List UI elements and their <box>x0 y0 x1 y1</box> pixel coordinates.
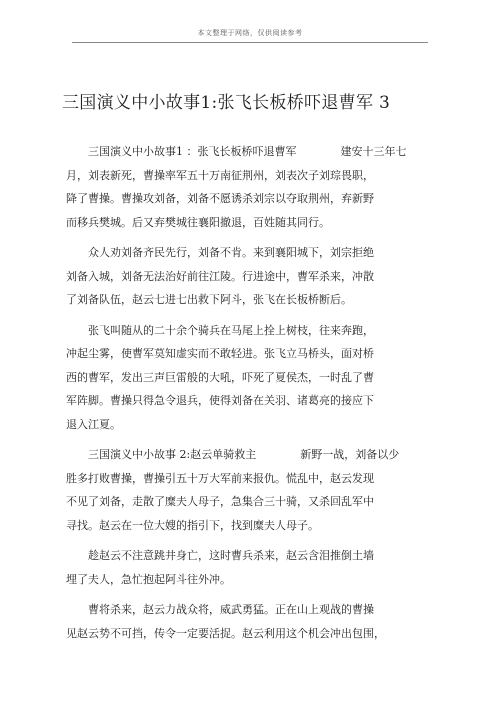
paragraph <box>66 241 446 312</box>
paragraph <box>66 598 446 645</box>
text-line: 不见了刘备，走散了糜夫人母子，急集合三十骑，又杀回乱军中 <box>66 495 374 508</box>
document-title: 三国演义中小故事1:张飞长板桥吓退曹军 3 <box>62 93 391 113</box>
text-line: 埋了夫人，急忙抱起阿斗往外冲。 <box>66 572 231 586</box>
text-line: 而移兵樊城。后又弃樊城往襄阳撤退，百姓随其同行。 <box>66 215 330 229</box>
text-line: 见赵云势不可挡，传令一定要活捉。赵云利用这个机会冲出包围， <box>66 626 385 640</box>
text-line: 刘备入城，刘备无法治好前往江陵。行进途中，曹军杀来，冲散 <box>66 269 374 283</box>
text-line: 众人劝刘备齐民先行，刘备不肯。来到襄阳城下，刘宗拒绝 <box>88 246 374 259</box>
text-line: 西的曹军，发出三声巨雷般的大吼，吓死了夏侯杰，一时乱了曹 <box>66 370 374 384</box>
paragraph <box>66 319 446 437</box>
text-line: 冲起尘雾，使曹军莫知虚实而不敢轻进。张飞立马桥头，面对桥 <box>66 347 374 360</box>
paragraph <box>66 544 446 591</box>
text-line: 了刘备队伍，赵云七进七出救下阿斗，张飞在长板桥断后。 <box>66 293 352 306</box>
text-line: 张飞叫随从的二十余个骑兵在马尾上拴上树枝，往来奔跑， <box>88 323 374 337</box>
text-line: 军阵脚。曹操只得急令退兵，使得刘备在关羽、诸葛亮的接应下 <box>66 394 374 407</box>
text-line: 月，刘表新死，曹操率军五十万南征荆州，刘表次子刘琮畏职， <box>66 168 374 182</box>
paragraph <box>66 443 446 537</box>
text-line: 退入江夏。 <box>66 417 121 431</box>
text-line: 降了曹操。曹操攻刘备，刘备不愿诱杀刘宗以夺取荆州，弃新野 <box>66 192 374 205</box>
text-line: 曹将杀来，赵云力战众将，威武勇猛。正在山上观战的曹操 <box>88 603 374 616</box>
text-line: 三国演义中小故事 2:赵云单骑救主 新野一战，刘备以少 <box>88 448 400 461</box>
document-body <box>66 140 446 652</box>
page-header: 本文整理于网络，仅供阅读参考 <box>72 28 428 43</box>
text-line: 胜多打败曹操，曹操引五十万大军前来报仇。慌乱中，赵云发现 <box>66 471 374 485</box>
text-line: 寻找。赵云在一位大嫂的指引下，找到糜夫人母子。 <box>66 518 319 532</box>
text-line: 趁赵云不注意跳井身亡，这时曹兵杀来，赵云含泪推倒土墙 <box>88 549 374 562</box>
paragraph <box>66 140 446 234</box>
text-line: 三国演义中小故事1 ：张飞长板桥吓退曹军 建安十三年七 <box>88 145 407 158</box>
